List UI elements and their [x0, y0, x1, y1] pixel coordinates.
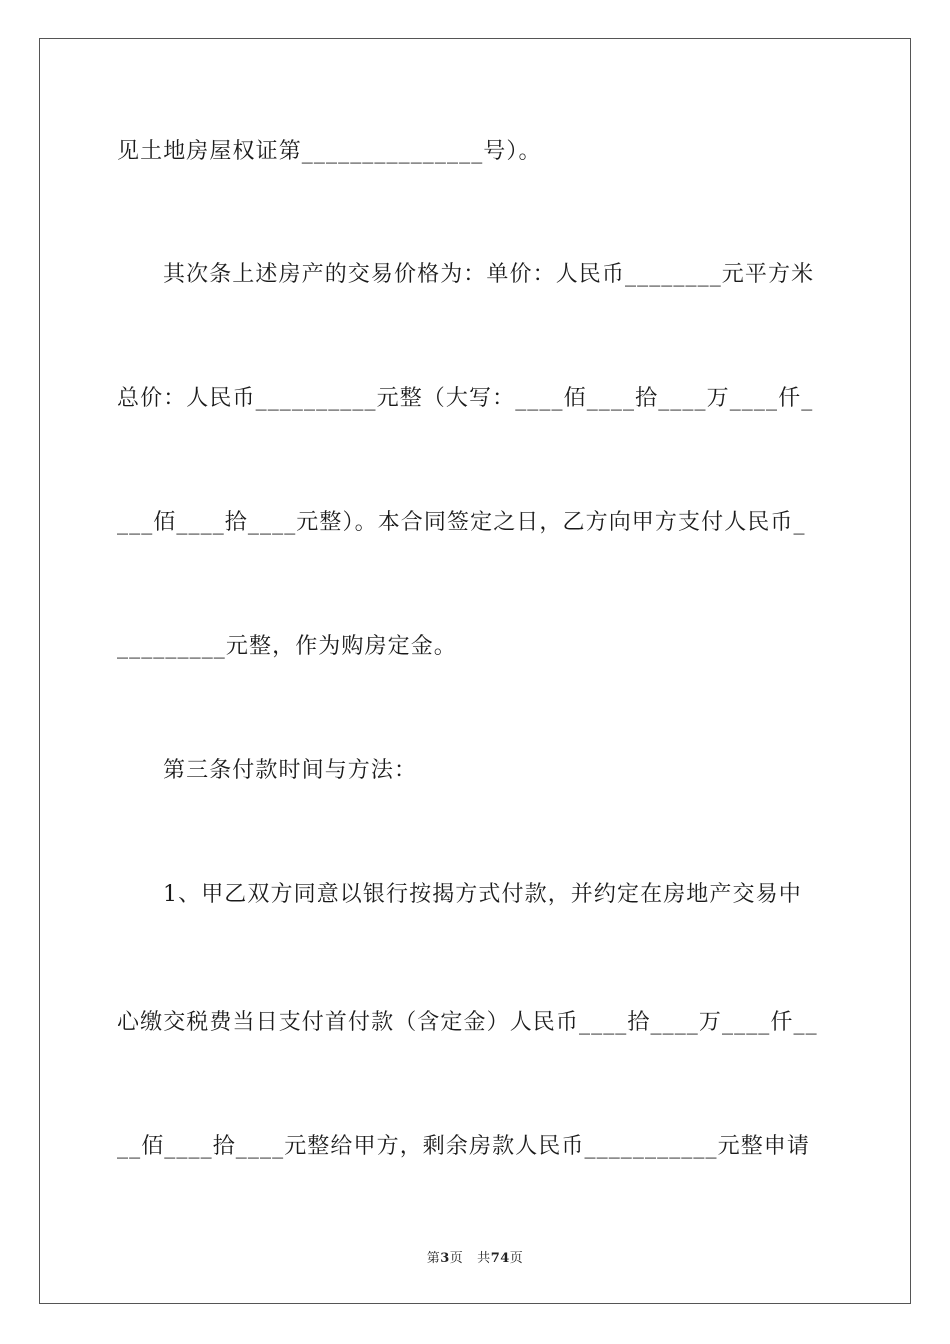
- text-line-9: __佰____拾____元整给甲方，剩余房款人民币___________元整申请: [117, 1134, 811, 1159]
- page-footer: [0, 1247, 950, 1266]
- text-line-5: _________元整，作为购房定金。: [117, 634, 457, 659]
- text-line-8: 心缴交税费当日支付首付款（含定金）人民币____拾____万____仟__: [117, 1010, 818, 1035]
- footer-page-suffix: 页: [449, 1251, 464, 1266]
- text-line-2: 其次条上述房产的交易价格为：单价：人民币________元平方米: [163, 262, 815, 287]
- page-border: [39, 38, 911, 1304]
- text-line-7: 1、甲乙双方同意以银行按揭方式付款，并约定在房地产交易中: [163, 882, 802, 907]
- text-line-4: ___佰____拾____元整）。本合同签定之日，乙方向甲方支付人民币_: [117, 510, 806, 535]
- text-line-6: 第三条付款时间与方法：: [163, 758, 418, 783]
- footer-page-total: 74: [490, 1251, 510, 1266]
- footer-total-suffix: 页: [509, 1251, 524, 1266]
- footer-total-prefix: 共: [477, 1251, 491, 1266]
- footer-page-prefix: 第: [426, 1251, 441, 1266]
- text-line-3: 总价：人民币__________元整（大写：____佰____拾____万____仟_: [117, 386, 814, 411]
- footer-page-current: 3: [440, 1251, 450, 1266]
- text-line-1: 见土地房屋权证第_______________号）。: [117, 139, 542, 164]
